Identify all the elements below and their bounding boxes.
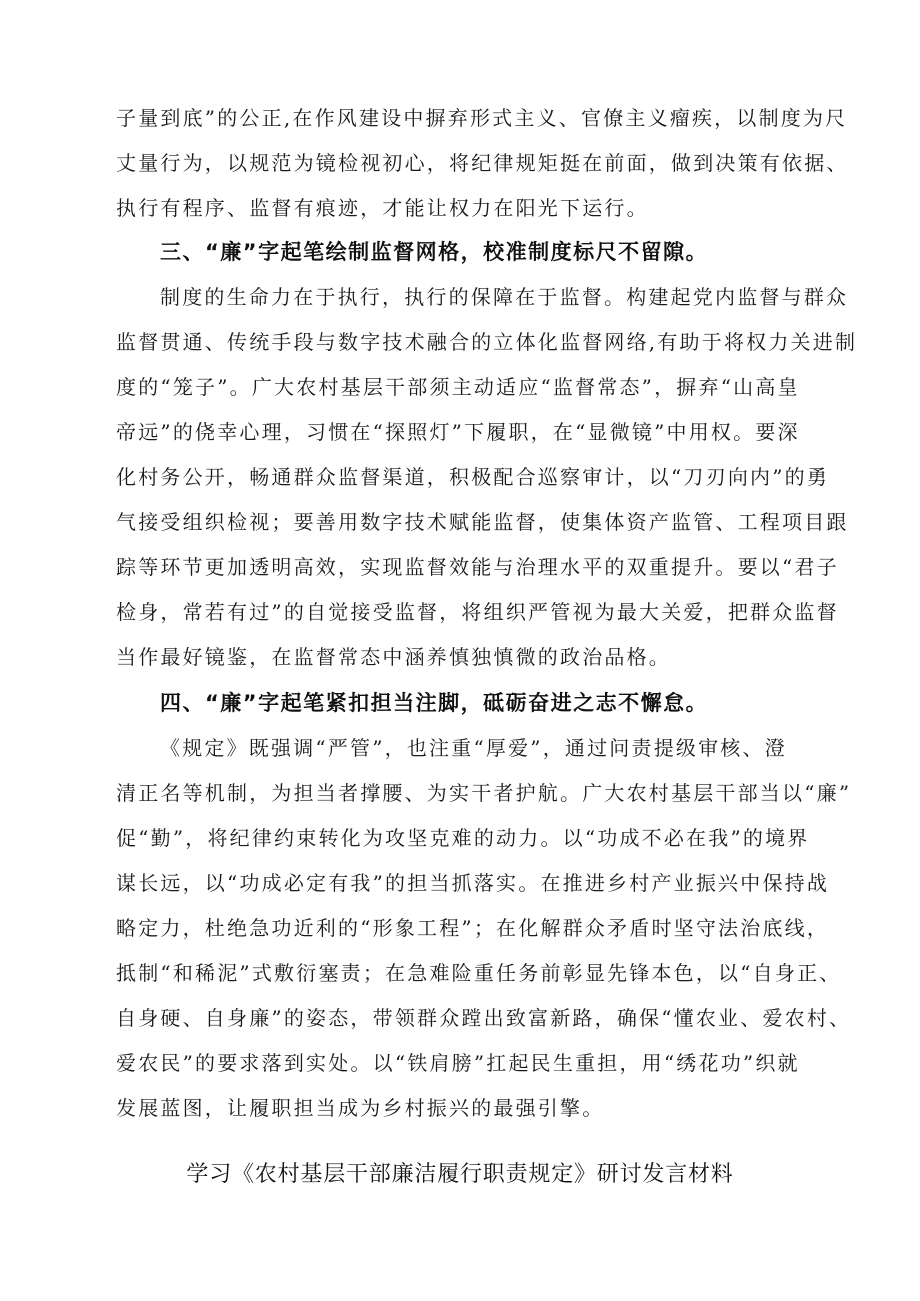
paragraph-line: 踪等环节更加透明高效，实现监督效能与治理水平的双重提升。要以“君子 [116, 555, 839, 579]
paragraph-line: 执行有程序、监督有痕迹，才能让权力在阳光下运行。 [116, 196, 649, 220]
paragraph-line: 谋长远，以“功成必定有我”的担当抓落实。在推进乡村产业振兴中保持战 [116, 871, 830, 895]
section-3-heading: 三、“廉”字起笔绘制监督网格，校准制度标尺不留隙。 [160, 240, 709, 264]
paragraph-line: 气接受组织检视；要善用数字技术赋能监督，使集体资产监管、工程项目跟 [116, 510, 849, 534]
paragraph-line: 略定力，杜绝急功近利的“形象工程”；在化解群众矛盾时坚守法治底线， [116, 916, 830, 940]
paragraph-line: 化村务公开，畅通群众监督渠道，积极配合巡察审计，以“刀刃向内”的勇 [116, 465, 830, 489]
paragraph-line: 子量到底”的公正,在作风建设中摒弃形式主义、官僚主义瘤疾，以制度为尺 [116, 106, 848, 130]
paragraph-line: 度的“笼子”。广大农村基层干部须主动适应“监督常态”，摒弃“山高皇 [116, 375, 800, 399]
paragraph-line: 清正名等机制，为担当者撑腰、为实干者护航。广大农村基层干部当以“廉” [116, 781, 852, 805]
section-4-heading: 四、“廉”字起笔紧扣担当注脚，砥砺奋进之志不懈怠。 [160, 691, 709, 715]
paragraph-line: 检身，常若有过”的自觉接受监督，将组织严管视为最大关爱，把群众监督 [116, 600, 839, 624]
paragraph-line: 制度的生命力在于执行，执行的保障在于监督。构建起党内监督与群众 [160, 285, 849, 309]
paragraph-line: 发展蓝图，让履职担当成为乡村振兴的最强引擎。 [116, 1096, 605, 1120]
paragraph-line: 自身硬、自身廉”的姿态，带领群众蹚出致富新路，确保“懂农业、爱农村、 [116, 1006, 852, 1030]
next-document-title: 学习《农村基层干部廉洁履行职责规定》研讨发言材料 [186, 1162, 734, 1187]
paragraph-line: 爱农民”的要求落到实处。以“铁肩膀”扛起民生重担，用“绣花功”织就 [116, 1051, 800, 1075]
paragraph-line: 丈量行为，以规范为镜检视初心，将纪律规矩挺在前面，做到决策有依据、 [116, 151, 849, 175]
paragraph-line: 监督贯通、传统手段与数字技术融合的立体化监督网络,有助于将权力关进制 [116, 330, 858, 354]
paragraph-line: 当作最好镜鉴，在监督常态中涵养慎独慎微的政治品格。 [116, 645, 671, 669]
paragraph-line: 促“勤”，将纪律约束转化为攻坚克难的动力。以“功成不必在我”的境界 [116, 826, 810, 850]
paragraph-line: 抵制“和稀泥”式敷衍塞责；在急难险重任务前彰显先锋本色，以“自身正、 [116, 961, 842, 985]
paragraph-line: 《规定》既强调“严管”，也注重“厚爱”，通过问责提级审核、澄 [160, 736, 787, 760]
paragraph-line: 帝远”的侥幸心理，习惯在“探照灯”下履职，在“显微镜”中用权。要深 [116, 420, 800, 444]
